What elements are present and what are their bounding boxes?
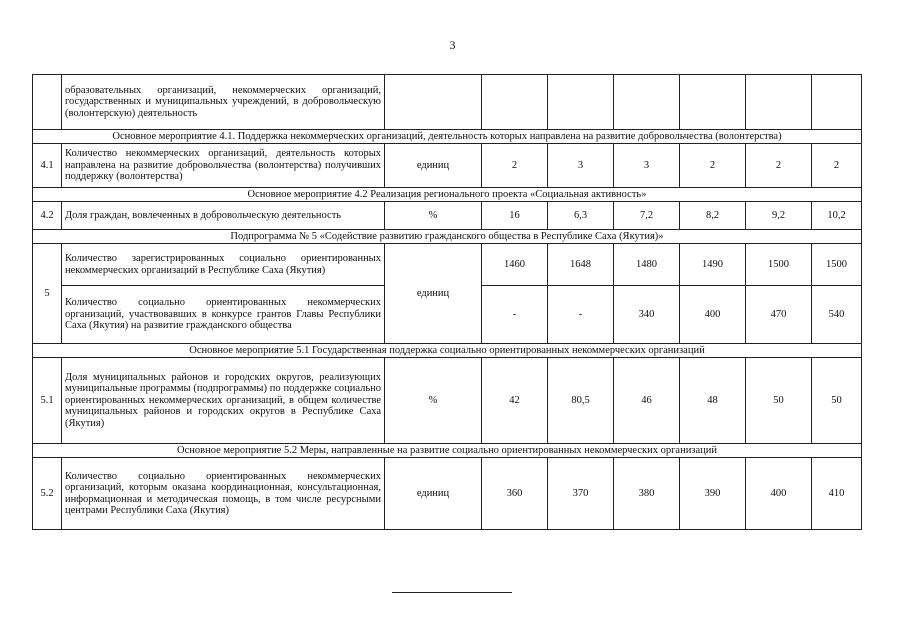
table-row [33, 244, 862, 286]
table-row [33, 358, 862, 444]
section-row [33, 230, 862, 244]
unit-cell: % [385, 358, 482, 444]
unit-cell [385, 75, 482, 130]
value-cell: 540 [812, 286, 862, 344]
indicator-description: Количество социально ориентированных некоммерческих организаций, которым оказана координационная, консультационная, информационная и методическая помощь, в том числе ресурсными центрами Республики Саха (Якутия) [62, 458, 385, 530]
section-heading: Основное мероприятие 4.2 Реализация регионального проекта «Социальная активность» [33, 188, 862, 202]
value-cell [548, 75, 614, 130]
unit-cell: % [385, 202, 482, 230]
value-cell: 1500 [812, 244, 862, 286]
row-number [33, 75, 62, 130]
indicator-description: Количество зарегистрированных социально ориентированных некоммерческих организаций в Республике Саха (Якутия) [62, 244, 385, 286]
value-cell: 7,2 [614, 202, 680, 230]
value-cell: - [482, 286, 548, 344]
row-number: 5 [33, 244, 62, 344]
value-cell: 1480 [614, 244, 680, 286]
value-cell: 2 [746, 144, 812, 188]
value-cell: 380 [614, 458, 680, 530]
value-cell: 1460 [482, 244, 548, 286]
value-cell: 360 [482, 458, 548, 530]
value-cell: 16 [482, 202, 548, 230]
value-cell: 3 [614, 144, 680, 188]
indicators-table [32, 74, 862, 530]
page-number: 3 [449, 38, 456, 52]
value-cell: 50 [812, 358, 862, 444]
unit-cell: единиц [385, 244, 482, 344]
value-cell: 50 [746, 358, 812, 444]
value-cell: 8,2 [680, 202, 746, 230]
value-cell: 3 [548, 144, 614, 188]
row-number: 5.1 [33, 358, 62, 444]
value-cell: 6,3 [548, 202, 614, 230]
footer-divider [392, 592, 512, 593]
value-cell: 42 [482, 358, 548, 444]
row-number: 5.2 [33, 458, 62, 530]
section-heading: Подпрограмма № 5 «Содействие развитию гражданского общества в Республике Саха (Якутия)» [33, 230, 862, 244]
value-cell: 46 [614, 358, 680, 444]
value-cell: 410 [812, 458, 862, 530]
value-cell: 400 [680, 286, 746, 344]
section-row [33, 188, 862, 202]
unit-cell: единиц [385, 458, 482, 530]
value-cell: 2 [812, 144, 862, 188]
unit-cell: единиц [385, 144, 482, 188]
table-row [33, 458, 862, 530]
value-cell: 2 [482, 144, 548, 188]
row-number: 4.2 [33, 202, 62, 230]
value-cell [482, 75, 548, 130]
value-cell: 370 [548, 458, 614, 530]
section-heading: Основное мероприятие 4.1. Поддержка некоммерческих организаций, деятельность которых направлена на развитие добровольчества (волонтерства) [33, 130, 862, 144]
value-cell: 470 [746, 286, 812, 344]
value-cell: - [548, 286, 614, 344]
indicator-description: образовательных организаций, некоммерческих организаций, государственных и муниципальных учреждений, в добровольческую (волонтерскую) деятельность [62, 75, 385, 130]
value-cell: 1500 [746, 244, 812, 286]
value-cell [680, 75, 746, 130]
table-row [33, 202, 862, 230]
value-cell: 48 [680, 358, 746, 444]
indicator-description: Доля муниципальных районов и городских округов, реализующих муниципальные программы (подпрограммы) по поддержке социально ориентированных некоммерческих организаций, в общем количестве муниципальных районов и городских округов в Республике Саха (Якутия) [62, 358, 385, 444]
row-number: 4.1 [33, 144, 62, 188]
value-cell [746, 75, 812, 130]
section-row [33, 130, 862, 144]
indicator-description: Количество социально ориентированных некоммерческих организаций, участвовавших в конкурсе грантов Главы Республики Саха (Якутия) на развитие гражданского общества [62, 286, 385, 344]
value-cell: 9,2 [746, 202, 812, 230]
value-cell: 1490 [680, 244, 746, 286]
indicator-description: Количество некоммерческих организаций, деятельность которых направлена на развитие добровольчества (волонтерства) получивших поддержку (волонтерства) [62, 144, 385, 188]
value-cell: 340 [614, 286, 680, 344]
value-cell: 2 [680, 144, 746, 188]
section-heading: Основное мероприятие 5.2 Меры, направленные на развитие социально ориентированных некоммерческих организаций [33, 444, 862, 458]
value-cell: 1648 [548, 244, 614, 286]
section-heading: Основное мероприятие 5.1 Государственная поддержка социально ориентированных некоммерческих организаций [33, 344, 862, 358]
value-cell [614, 75, 680, 130]
value-cell [812, 75, 862, 130]
value-cell: 390 [680, 458, 746, 530]
table-body [33, 75, 862, 530]
indicator-description: Доля граждан, вовлеченных в добровольческую деятельность [62, 202, 385, 230]
table-row [33, 144, 862, 188]
value-cell: 10,2 [812, 202, 862, 230]
value-cell: 80,5 [548, 358, 614, 444]
section-row [33, 344, 862, 358]
value-cell: 400 [746, 458, 812, 530]
section-row [33, 444, 862, 458]
table-row [33, 75, 862, 130]
